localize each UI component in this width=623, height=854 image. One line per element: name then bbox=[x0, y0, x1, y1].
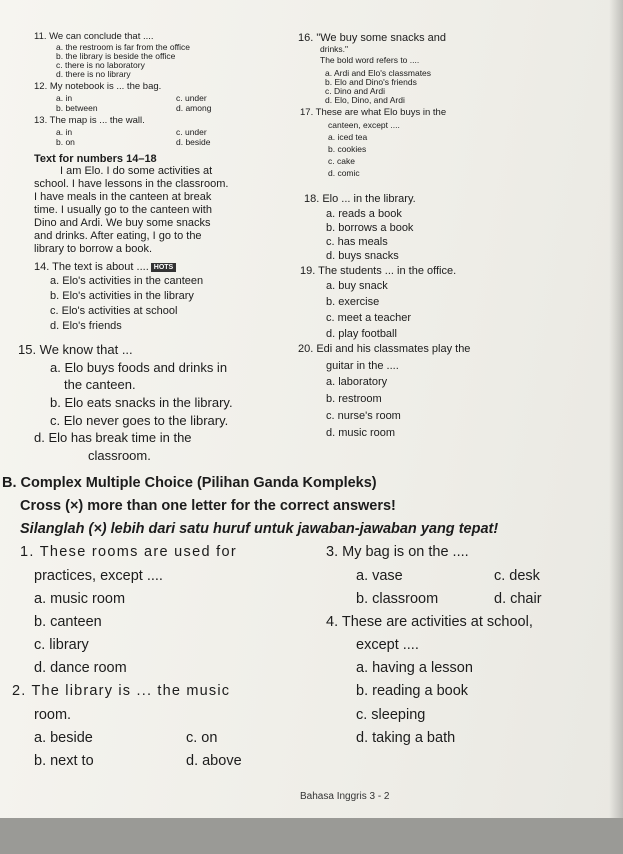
q11-option-a[interactable]: a. the restroom is far from the office bbox=[56, 42, 191, 52]
q16-question: The bold word refers to .... bbox=[320, 55, 420, 65]
q12-option-a[interactable]: a. in bbox=[56, 93, 73, 103]
q13-option-c[interactable]: c. under bbox=[176, 127, 207, 137]
q20-stem-cont: guitar in the .... bbox=[326, 360, 399, 372]
q12-option-c[interactable]: c. under bbox=[176, 93, 207, 103]
q14-stem-text: 14. The text is about .... bbox=[34, 261, 149, 273]
q11-option-b[interactable]: b. the library is beside the office bbox=[56, 51, 176, 61]
b1-stem: 1. These rooms are used for bbox=[20, 544, 237, 560]
q19-option-a[interactable]: a. buy snack bbox=[326, 280, 388, 292]
q16-stem-cont: drinks." bbox=[320, 44, 349, 54]
q15-stem: 15. We know that ... bbox=[18, 342, 133, 357]
q14-option-d[interactable]: d. Elo's friends bbox=[50, 320, 122, 332]
q11-option-d[interactable]: d. there is no library bbox=[56, 69, 131, 79]
b4-stem-cont: except .... bbox=[356, 637, 419, 653]
q19-option-c[interactable]: c. meet a teacher bbox=[326, 312, 411, 324]
q12-option-d[interactable]: d. among bbox=[176, 103, 212, 113]
b1-option-d[interactable]: d. dance room bbox=[34, 660, 127, 676]
b3-stem: 3. My bag is on the .... bbox=[326, 544, 469, 560]
q16-option-c[interactable]: c. Dino and Ardi bbox=[325, 86, 386, 96]
text-line: I have meals in the canteen at break bbox=[34, 191, 212, 203]
q12-stem: 12. My notebook is ... the bag. bbox=[34, 81, 162, 92]
q17-option-a[interactable]: a. iced tea bbox=[328, 132, 368, 142]
q17-option-b[interactable]: b. cookies bbox=[328, 144, 367, 154]
q17-option-c[interactable]: c. cake bbox=[328, 156, 355, 166]
b3-option-a[interactable]: a. vase bbox=[356, 568, 403, 584]
q20-option-c[interactable]: c. nurse's room bbox=[326, 410, 401, 422]
q17-option-d[interactable]: d. comic bbox=[328, 168, 360, 178]
q16-stem: 16. "We buy some snacks and bbox=[298, 32, 447, 44]
q19-option-d[interactable]: d. play football bbox=[326, 328, 397, 340]
b4-option-a[interactable]: a. having a lesson bbox=[356, 660, 473, 676]
q15-option-d[interactable]: d. Elo has break time in the bbox=[34, 430, 192, 445]
q11-option-c[interactable]: c. there is no laboratory bbox=[56, 60, 145, 70]
q19-stem: 19. The students ... in the office. bbox=[300, 265, 457, 277]
b1-option-a[interactable]: a. music room bbox=[34, 591, 126, 607]
b2-option-c[interactable]: c. on bbox=[186, 730, 218, 746]
text-line: Dino and Ardi. We buy some snacks bbox=[34, 217, 211, 229]
q16-option-a[interactable]: a. Ardi and Elo's classmates bbox=[325, 68, 432, 78]
b4-option-b[interactable]: b. reading a book bbox=[356, 683, 469, 699]
b2-option-a[interactable]: a. beside bbox=[34, 730, 93, 746]
q18-option-a[interactable]: a. reads a book bbox=[326, 208, 402, 220]
b2-option-d[interactable]: d. above bbox=[186, 753, 242, 769]
q13-option-d[interactable]: d. beside bbox=[176, 137, 211, 147]
section-b-instruction-en: Cross (×) more than one letter for the correct answers! bbox=[20, 498, 396, 514]
section-b-title: B. Complex Multiple Choice (Pilihan Ganda Kompleks) bbox=[2, 475, 377, 491]
q15-option-a-cont: the canteen. bbox=[64, 377, 136, 392]
q18-option-c[interactable]: c. has meals bbox=[326, 236, 388, 248]
b3-option-d[interactable]: d. chair bbox=[494, 591, 542, 607]
text-line: library to borrow a book. bbox=[34, 243, 152, 255]
b4-stem: 4. These are activities at school, bbox=[326, 614, 533, 630]
footer-page-label: Bahasa Inggris 3 - 2 bbox=[300, 791, 390, 802]
q14-option-c[interactable]: c. Elo's activities at school bbox=[50, 305, 178, 317]
q20-stem: 20. Edi and his classmates play the bbox=[298, 343, 471, 355]
q20-option-a[interactable]: a. laboratory bbox=[326, 376, 388, 388]
q14-option-b[interactable]: b. Elo's activities in the library bbox=[50, 290, 194, 302]
q13-option-a[interactable]: a. in bbox=[56, 127, 73, 137]
hots-badge: HOTS bbox=[151, 263, 176, 272]
b3-option-b[interactable]: b. classroom bbox=[356, 591, 439, 607]
q14-option-a[interactable]: a. Elo's activities in the canteen bbox=[50, 275, 204, 287]
q18-stem: 18. Elo ... in the library. bbox=[304, 193, 416, 205]
q17-stem-cont: canteen, except .... bbox=[328, 120, 400, 130]
q15-option-d-cont: classroom. bbox=[88, 448, 151, 463]
q20-option-d[interactable]: d. music room bbox=[326, 427, 396, 439]
q15-option-c[interactable]: c. Elo never goes to the library. bbox=[50, 413, 229, 428]
q15-option-a[interactable]: a. Elo buys foods and drinks in bbox=[50, 360, 228, 375]
q18-option-b[interactable]: b. borrows a book bbox=[326, 222, 414, 234]
q19-option-b[interactable]: b. exercise bbox=[326, 296, 380, 308]
q16-option-b[interactable]: b. Elo and Dino's friends bbox=[325, 77, 417, 87]
page-bottom-background bbox=[0, 818, 623, 854]
text-line: I am Elo. I do some activities at bbox=[60, 165, 213, 177]
b4-option-c[interactable]: c. sleeping bbox=[356, 707, 426, 723]
section-b-instruction-id: Silanglah (×) lebih dari satu huruf untuk jawaban-jawaban yang tepat! bbox=[20, 521, 499, 537]
text-heading: Text for numbers 14–18 bbox=[34, 153, 157, 165]
text-line: time. I usually go to the canteen with bbox=[34, 204, 212, 216]
q13-option-b[interactable]: b. on bbox=[56, 137, 75, 147]
q18-option-d[interactable]: d. buys snacks bbox=[326, 250, 399, 262]
b2-stem-cont: room. bbox=[34, 707, 72, 723]
b1-option-c[interactable]: c. library bbox=[34, 637, 89, 653]
q17-stem: 17. These are what Elo buys in the bbox=[300, 107, 447, 118]
q14-stem bbox=[34, 262, 176, 273]
q20-option-b[interactable]: b. restroom bbox=[326, 393, 382, 405]
q12-option-b[interactable]: b. between bbox=[56, 103, 98, 113]
text-line: and drinks. After eating, I go to the bbox=[34, 230, 202, 242]
q15-option-b[interactable]: b. Elo eats snacks in the library. bbox=[50, 395, 233, 410]
text-line: school. I have lessons in the classroom. bbox=[34, 178, 229, 190]
b2-stem: 2. The library is ... the music bbox=[12, 683, 231, 699]
b1-stem-cont: practices, except .... bbox=[34, 568, 163, 584]
q16-option-d[interactable]: d. Elo, Dino, and Ardi bbox=[325, 95, 405, 105]
b1-option-b[interactable]: b. canteen bbox=[34, 614, 102, 630]
b4-option-d[interactable]: d. taking a bath bbox=[356, 730, 456, 746]
q13-stem: 13. The map is ... the wall. bbox=[34, 115, 145, 126]
page-shadow bbox=[609, 0, 623, 854]
b2-option-b[interactable]: b. next to bbox=[34, 753, 94, 769]
b3-option-c[interactable]: c. desk bbox=[494, 568, 540, 584]
q11-stem: 11. We can conclude that .... bbox=[34, 31, 154, 42]
